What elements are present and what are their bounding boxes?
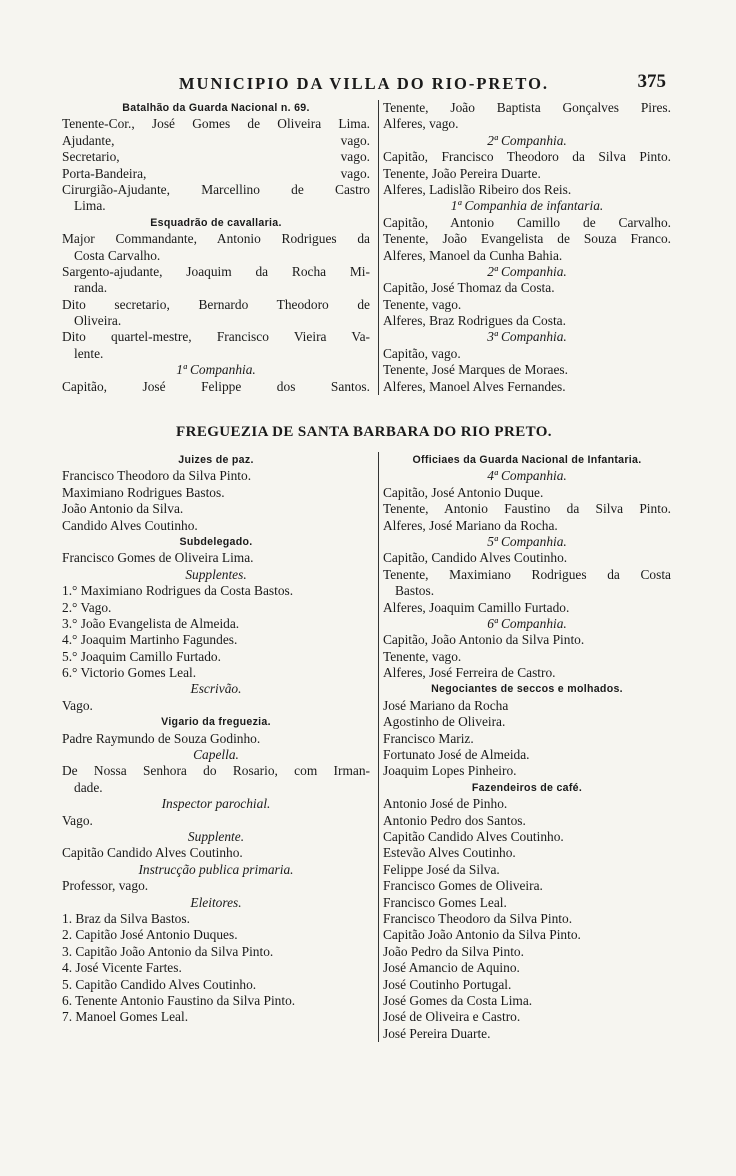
entry-line: 3. Capitão João Antonio da Silva Pinto.	[62, 943, 274, 959]
entry-line: Dito quartel-mestre, Francisco Vieira Va-	[62, 329, 370, 345]
entry-line: Alferes, Manoel Alves Fernandes.	[383, 378, 566, 394]
entry-line: Candido Alves Coutinho.	[62, 517, 198, 533]
page-header	[62, 71, 666, 98]
entry-line: Felippe José da Silva.	[383, 861, 500, 877]
section-heading: Negociantes de seccos e molhados.	[431, 683, 623, 696]
entry-line: Francisco Mariz.	[383, 730, 474, 746]
entry-line: Padre Raymundo de Souza Godinho.	[62, 730, 261, 746]
entry-line: Tenente, José Marques de Moraes.	[383, 362, 568, 378]
entry-line: Francisco Theodoro da Silva Pinto.	[62, 468, 252, 484]
continuation-line: dade.	[74, 779, 103, 795]
entry-line: José Amancio de Aquino.	[383, 960, 520, 976]
entry-line: Joaquim Lopes Pinheiro.	[383, 763, 517, 779]
entry-line: Capitão Candido Alves Coutinho.	[62, 845, 243, 861]
entry-line: 5. Capitão Candido Alves Coutinho.	[62, 976, 257, 992]
entry-line: 5.° Joaquim Camillo Furtado.	[62, 648, 221, 664]
entry-line: Tenente, João Baptista Gonçalves Pires.	[383, 100, 671, 115]
section-heading: Batalhão da Guarda Nacional n. 69.	[122, 102, 310, 114]
entry-line: 6. Tenente Antonio Faustino da Silva Pinto.	[62, 992, 296, 1008]
subheading: Escrivão.	[190, 681, 242, 697]
entry-line: Tenente-Cor., José Gomes de Oliveira Lima.	[62, 116, 370, 132]
entry-line: Fortunato José de Almeida.	[383, 747, 530, 763]
section-heading: Fazendeiros de café.	[471, 781, 583, 794]
entry-line: Francisco Gomes de Oliveira Lima.	[62, 550, 254, 566]
entry-line: Alferes, Joaquim Camillo Furtado.	[383, 599, 570, 615]
subheading: Instrucção publica primaria.	[138, 861, 294, 877]
entry-line: Antonio Pedro dos Santos.	[383, 812, 526, 828]
entry-line: Alferes, vago.	[383, 116, 459, 132]
entry-line: Sargento-ajudante, Joaquim da Rocha Mi-	[62, 263, 370, 279]
entry-line: 6.° Victorio Gomes Leal.	[62, 665, 197, 681]
entry-line: José Mariano da Rocha	[383, 697, 509, 713]
left-column	[62, 100, 370, 395]
entry-line: Alferes, Ladislão Ribeiro dos Reis.	[383, 181, 572, 197]
entry-line: 2.° Vago.	[62, 599, 112, 615]
entry-line: 1.° Maximiano Rodrigues da Costa Bastos.	[62, 583, 294, 599]
continuation-line: lente.	[74, 345, 104, 361]
subheading: 6ª Companhia.	[487, 615, 567, 631]
entry-line: Major Commandante, Antonio Rodrigues da	[62, 231, 370, 247]
entry-line: Capitão Candido Alves Coutinho.	[383, 828, 564, 844]
entry-line: Tenente, Antonio Faustino da Silva Pinto.	[383, 501, 671, 517]
entry-line: Tenente, vago.	[383, 296, 462, 312]
entry-line: Francisco Gomes de Oliveira.	[383, 878, 543, 894]
subheading: Inspector parochial.	[161, 796, 271, 812]
entry-line: Alferes, Braz Rodrigues da Costa.	[383, 313, 566, 329]
left-column	[62, 452, 370, 1026]
entry-line: Tenente, João Evangelista de Souza Franco.	[383, 231, 671, 247]
entry-line: 4.° Joaquim Martinho Fagundes.	[62, 632, 238, 648]
entry-line: Capitão, João Antonio da Silva Pinto.	[383, 632, 585, 648]
entry-line: Secretario, vago.	[62, 149, 370, 165]
entry-line: José Pereira Duarte.	[383, 1025, 491, 1041]
entry-line: Tenente, João Pereira Duarte.	[383, 165, 541, 181]
entry-line: Capitão, Candido Alves Coutinho.	[383, 550, 568, 566]
entry-line: Francisco Gomes Leal.	[383, 894, 507, 910]
entry-line: Vago.	[62, 697, 93, 713]
continuation-line: Oliveira.	[74, 313, 122, 329]
entry-line: Dito secretario, Bernardo Theodoro de	[62, 296, 370, 312]
entry-line: João Pedro da Silva Pinto.	[383, 943, 524, 959]
entry-line: 2. Capitão José Antonio Duques.	[62, 927, 238, 943]
right-column	[378, 100, 671, 395]
section-heading: Subdelegado.	[179, 535, 253, 548]
entry-line: Alferes, Manoel da Cunha Bahia.	[383, 247, 563, 263]
entry-line: Capitão, vago.	[383, 345, 461, 361]
entry-line: Tenente, Maximiano Rodrigues da Costa	[383, 566, 671, 582]
entry-line: Capitão, José Thomaz da Costa.	[383, 280, 555, 296]
entry-line: Alferes, José Mariano da Rocha.	[383, 517, 558, 533]
entry-line: De Nossa Senhora do Rosario, com Irman-	[62, 763, 370, 779]
entry-line: João Antonio da Silva.	[62, 501, 184, 517]
subheading: Capella.	[193, 747, 239, 763]
subheading: 1ª Companhia de infantaria.	[450, 198, 604, 214]
entry-line: Porta-Bandeira, vago.	[62, 165, 370, 181]
continuation-line: Bastos.	[395, 583, 435, 599]
subheading: 4ª Companhia.	[487, 468, 567, 484]
entry-line: 1. Braz da Silva Bastos.	[62, 910, 190, 926]
page-number: 375	[637, 71, 666, 92]
subheading: 2ª Companhia.	[487, 132, 567, 148]
entry-line: Maximiano Rodrigues Bastos.	[62, 484, 225, 500]
entry-line: Agostinho de Oliveira.	[383, 714, 506, 730]
running-title: MUNICIPIO DA VILLA DO RIO-PRETO.	[178, 74, 550, 93]
entry-line: Cirurgião-Ajudante, Marcellino de Castro	[62, 181, 370, 197]
continuation-line: Lima.	[74, 198, 106, 214]
subheading: 1ª Companhia.	[176, 362, 256, 378]
entry-line: 4. José Vicente Fartes.	[62, 960, 182, 976]
entry-line: Capitão, José Felippe dos Santos.	[62, 378, 370, 394]
subheading: 2ª Companhia.	[487, 263, 567, 279]
continuation-line: randa.	[74, 280, 108, 296]
subheading: Supplentes.	[185, 566, 247, 582]
entry-line: Capitão João Antonio da Silva Pinto.	[383, 927, 581, 943]
entry-line: 7. Manoel Gomes Leal.	[62, 1009, 189, 1025]
right-column	[378, 452, 671, 1042]
entry-line: José Gomes da Costa Lima.	[383, 992, 533, 1008]
freguezia-title: FREGUEZIA DE SANTA BARBARA DO RIO PRETO.	[176, 424, 552, 440]
entry-line: José de Oliveira e Castro.	[383, 1009, 521, 1025]
entry-line: Capitão, Antonio Camillo de Carvalho.	[383, 214, 671, 230]
entry-line: Ajudante, vago.	[62, 132, 370, 148]
entry-line: José Coutinho Portugal.	[383, 976, 512, 992]
entry-line: Tenente, vago.	[383, 648, 462, 664]
entry-line: Professor, vago.	[62, 878, 149, 894]
entry-line: 3.° João Evangelista de Almeida.	[62, 615, 240, 631]
entry-line: Vago.	[62, 812, 93, 828]
subheading: Eleitores.	[190, 894, 242, 910]
section-heading: Esquadrão de cavallaria.	[150, 216, 282, 229]
entry-line: Alferes, José Ferreira de Castro.	[383, 665, 556, 681]
entry-line: Capitão, Francisco Theodoro da Silva Pinto.	[383, 149, 671, 165]
entry-line: Estevão Alves Coutinho.	[383, 845, 516, 861]
subheading: 3ª Companhia.	[487, 329, 567, 345]
section-heading: Vigario da freguezia.	[161, 716, 271, 729]
subheading: 5ª Companhia.	[487, 533, 567, 549]
section-heading: Juizes de paz.	[178, 454, 254, 466]
entry-line: Capitão, José Antonio Duque.	[383, 484, 544, 500]
entry-line: Antonio José de Pinho.	[383, 796, 508, 812]
entry-line: Francisco Theodoro da Silva Pinto.	[383, 910, 573, 926]
section-heading: Officiaes da Guarda Nacional de Infantaria.	[412, 454, 642, 466]
subheading: Supplente.	[187, 828, 245, 844]
continuation-line: Costa Carvalho.	[74, 247, 161, 263]
